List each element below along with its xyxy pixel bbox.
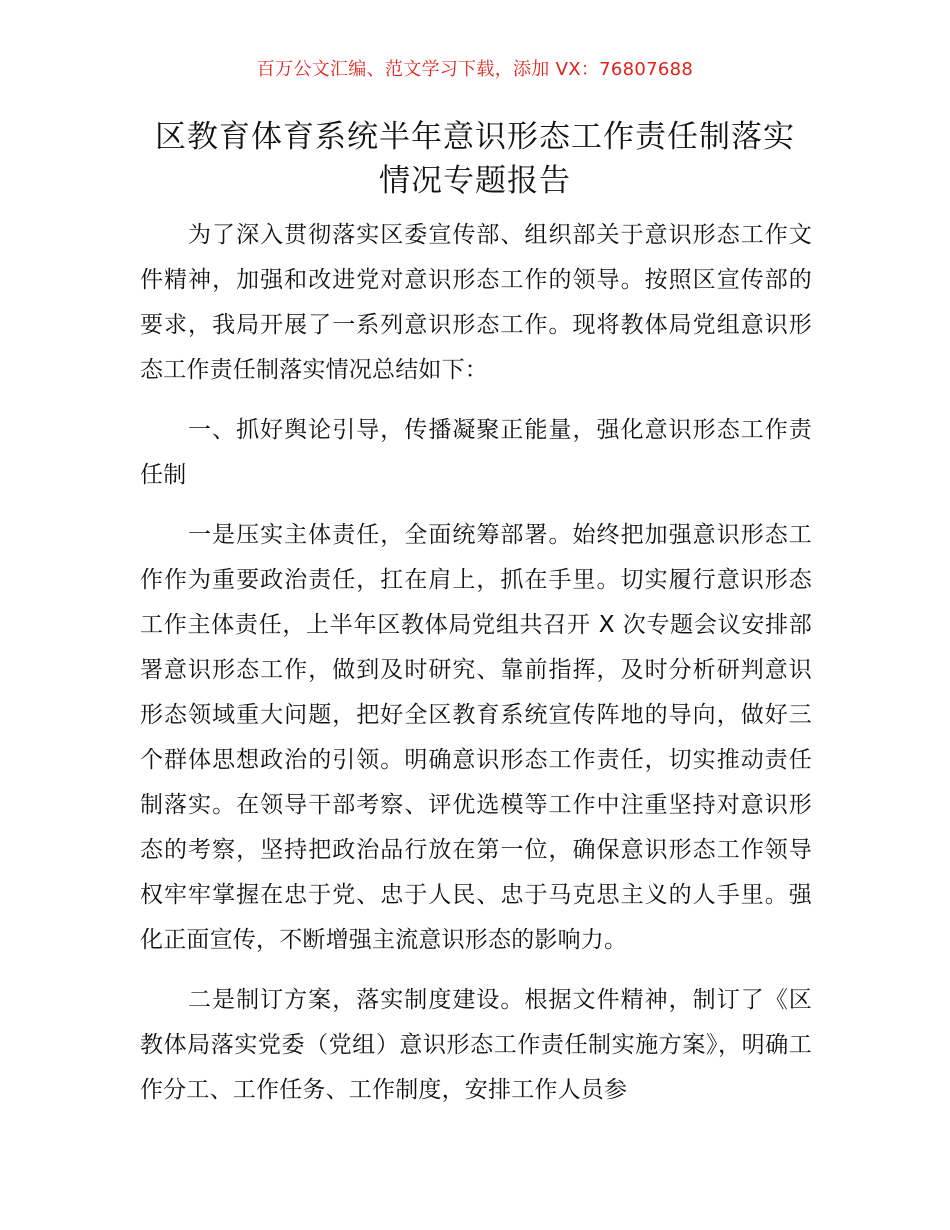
document-body	[140, 213, 812, 1128]
title-line-1: 区教育体育系统半年意识形态工作责任制落实	[155, 119, 795, 155]
document-title	[120, 115, 830, 203]
paragraph-point-one: 一是压实主体责任，全面统筹部署。始终把加强意识形态工作作为重要政治责任，扛在肩上，抓在手里。切实履行意识形态工作主体责任，上半年区教体局党组共召开 X 次专题会议安排部署意识形态工作，做到及时研究、靠前指挥，及时分析研判意识形态领域重大问题，把好全区教育系统宣传阵地的导向，做好三个群体思想政治的引领。明确意识形态工作责任，切实推动责任制落实。在领导干部考察、评优选模等工作中注重坚持对意识形态的考察，坚持把政治品行放在第一位，确保意识形态工作领导权牢牢掌握在忠于党、忠于人民、忠于马克思主义的人手里。强化正面宣传，不断增强主流意识形态的影响力。	[140, 522, 812, 953]
paragraph-section-heading: 一、抓好舆论引导，传播凝聚正能量，强化意识形态工作责任制	[140, 417, 812, 488]
title-line-2: 情况专题报告	[379, 163, 571, 199]
paragraph-intro: 为了深入贯彻落实区委宣传部、组织部关于意识形态工作文件精神，加强和改进党对意识形态工作的领导。按照区宣传部的要求，我局开展了一系列意识形态工作。现将教体局党组意识形态工作责任制落实情况总结如下：	[140, 222, 812, 383]
watermark-header-note: 百万公文汇编、范文学习下载，添加 VX：76807688	[256, 59, 694, 80]
paragraph-point-two: 二是制订方案，落实制度建设。根据文件精神，制订了《区教体局落实党委（党组）意识形态工作责任制实施方案》，明确工作分工、工作任务、工作制度，安排工作人员参	[140, 987, 812, 1103]
